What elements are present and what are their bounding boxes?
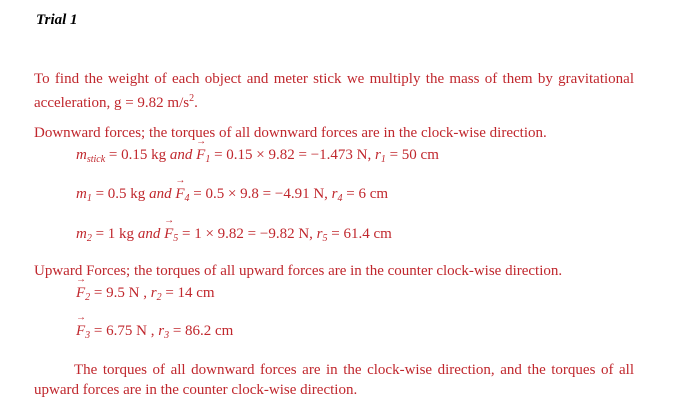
radius-symbol: r — [374, 147, 381, 163]
force-symbol: → F — [175, 186, 184, 203]
force-value: = 9.5 N , — [93, 285, 147, 301]
intro-text: To find the weight of each object and meter stick we multiply the mass of them by gravitational acceleration, g = 9.82 m/s — [34, 71, 634, 111]
mass-value: = 0.15 kg — [108, 147, 167, 163]
equation-mass1 — [76, 186, 388, 204]
force-symbol: → F — [164, 226, 173, 243]
mass-value: = 0.5 kg — [95, 186, 146, 202]
downward-heading: Downward forces; the torques of all downward forces are in the clock-wise direction. — [34, 125, 547, 141]
radius-value: = 61.4 cm — [331, 226, 392, 242]
force-symbol: → F — [76, 285, 85, 302]
intro-end: . — [194, 95, 198, 111]
equation-mass2 — [76, 226, 392, 244]
radius-subscript: 3 — [164, 330, 170, 341]
force-subscript: 3 — [85, 330, 91, 341]
intro-exponent: 2 — [189, 93, 195, 104]
force-subscript: 4 — [184, 193, 190, 204]
radius-subscript: 2 — [156, 292, 162, 303]
radius-symbol: r — [316, 226, 323, 242]
mass-subscript: 2 — [86, 233, 92, 244]
mass-subscript: 1 — [86, 193, 92, 204]
radius-subscript: 5 — [322, 233, 328, 244]
radius-value: = 86.2 cm — [172, 323, 234, 339]
force-value: = 0.15 × 9.82 = −1.473 N, — [214, 147, 372, 163]
upward-heading: Upward Forces; the torques of all upward forces are in the counter clock-wise direction. — [34, 263, 563, 279]
radius-value: = 6 cm — [346, 186, 389, 202]
mass-value: = 1 kg — [95, 226, 135, 242]
radius-subscript: 1 — [380, 154, 386, 165]
equation-force3 — [76, 323, 233, 341]
radius-symbol: r — [331, 186, 338, 202]
and-word: and — [137, 226, 161, 242]
mass-subscript: stick — [86, 154, 106, 165]
and-word: and — [149, 186, 172, 202]
force-value: = 1 × 9.82 = −9.82 N, — [181, 226, 313, 242]
radius-symbol: r — [150, 285, 157, 301]
mass-symbol: m — [76, 226, 87, 242]
force-subscript: 2 — [85, 292, 91, 303]
equation-force2 — [76, 285, 215, 303]
force-symbol: → F — [196, 147, 205, 164]
radius-symbol: r — [158, 323, 165, 339]
and-word: and — [169, 147, 193, 163]
page-title: Trial 1 — [36, 12, 78, 28]
force-value: = 0.5 × 9.8 = −4.91 N, — [193, 186, 328, 202]
mass-symbol: m — [76, 147, 87, 163]
force-symbol: → F — [76, 323, 85, 340]
mass-symbol: m — [76, 186, 87, 202]
equation-stick — [76, 147, 439, 165]
radius-value: = 14 cm — [165, 285, 215, 301]
conclusion-paragraph: The torques of all downward forces are in the clock-wise direction, and the torques of all upward forces are in the counter clock-wise direction. — [34, 362, 634, 398]
force-value: = 6.75 N , — [93, 323, 155, 339]
force-subscript: 5 — [173, 233, 179, 244]
radius-value: = 50 cm — [389, 147, 439, 163]
force-subscript: 1 — [205, 154, 211, 165]
intro-paragraph — [34, 69, 634, 113]
radius-subscript: 4 — [337, 193, 343, 204]
